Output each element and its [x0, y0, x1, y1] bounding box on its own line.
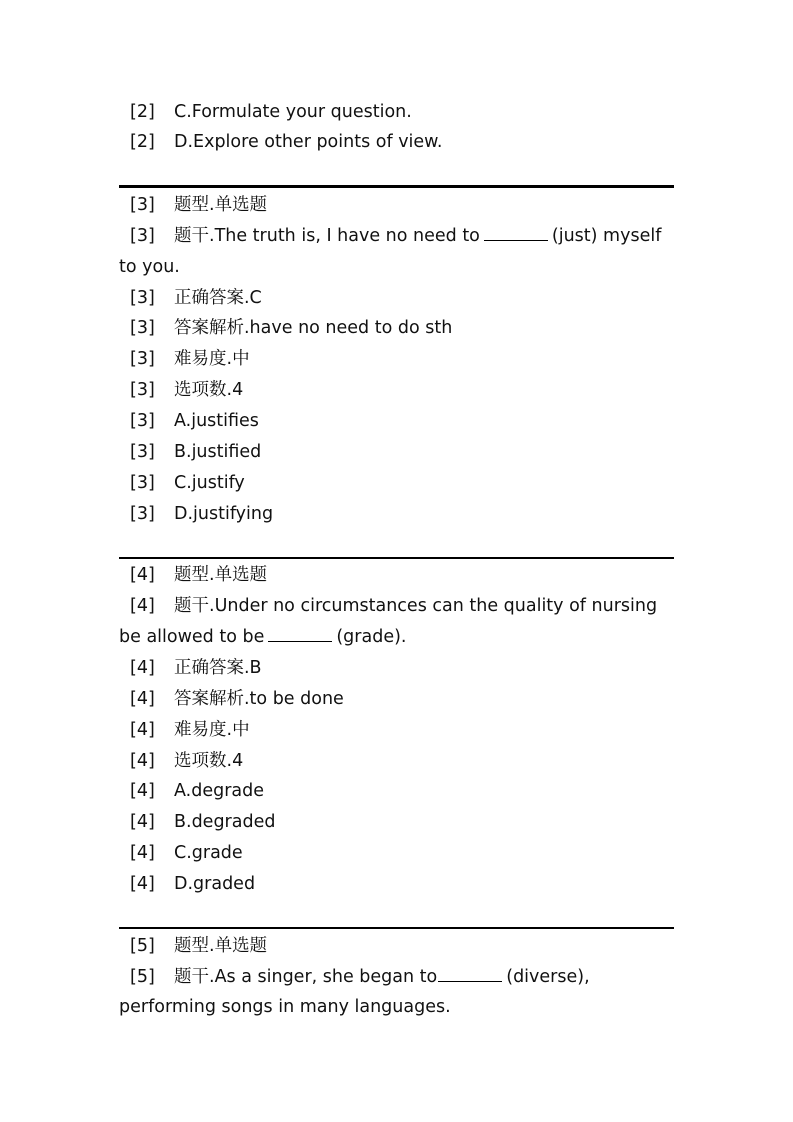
q2-option-d: D.Explore other points of view.	[174, 132, 443, 152]
q4-option-count: 选项数.4	[174, 751, 244, 771]
q4-option-c-line	[130, 842, 243, 864]
q4-index: [4]	[130, 565, 155, 585]
q4-option-count-line	[130, 750, 243, 772]
q3-stem-before: 题干.The truth is, I have no need to	[174, 226, 480, 246]
q3-option-b-line	[130, 441, 261, 463]
q3-index: [3]	[130, 288, 155, 308]
q4-index: [4]	[130, 689, 155, 709]
q5-stem-after: (diverse),	[506, 967, 590, 987]
q3-index: [3]	[130, 226, 155, 246]
q3-option-d: D.justifying	[174, 504, 274, 524]
q3-option-b: B.justified	[174, 442, 262, 462]
q5-type-line	[130, 935, 267, 957]
q4-answer: 正确答案.B	[174, 658, 262, 678]
q5-stem-line	[130, 966, 590, 988]
q4-option-b: B.degraded	[174, 812, 276, 832]
q4-difficulty: 难易度.中	[174, 720, 250, 740]
q3-index: [3]	[130, 380, 155, 400]
q3-option-count-line	[130, 379, 243, 401]
q4-analysis-line	[130, 688, 344, 710]
q4-option-b-line	[130, 811, 275, 833]
q5-stem-before: 题干.As a singer, she began to	[174, 967, 438, 987]
q2-option-c: C.Formulate your question.	[174, 102, 412, 122]
q4-difficulty-line	[130, 719, 250, 741]
q4-type-line	[130, 564, 267, 586]
q4-stem-continuation	[119, 626, 406, 648]
q4-stem-before: be allowed to be	[119, 627, 265, 647]
q3-answer-blank	[484, 225, 548, 241]
q3-index: [3]	[130, 411, 155, 431]
q3-option-c: C.justify	[174, 473, 245, 493]
q2-option-c-line	[130, 101, 412, 123]
q4-option-a: A.degrade	[174, 781, 265, 801]
q5-stem-continuation: performing songs in many languages.	[119, 997, 451, 1017]
q3-type-line	[130, 194, 267, 216]
q4-analysis: 答案解析.to be done	[174, 689, 344, 709]
q3-answer-line	[130, 287, 262, 309]
q3-option-a-line	[130, 410, 259, 432]
section-divider	[119, 557, 674, 559]
section-divider	[119, 185, 674, 188]
q2-index: [2]	[130, 102, 155, 122]
q4-index: [4]	[130, 658, 155, 678]
q3-index: [3]	[130, 473, 155, 493]
q4-option-d: D.graded	[174, 874, 256, 894]
q4-answer-line	[130, 657, 262, 679]
q5-index: [5]	[130, 967, 155, 987]
q3-answer: 正确答案.C	[174, 288, 262, 308]
q2-index: [2]	[130, 132, 155, 152]
q3-option-c-line	[130, 472, 245, 494]
q5-answer-blank	[438, 966, 502, 982]
q3-stem-continuation: to you.	[119, 257, 180, 277]
q5-type: 题型.单选题	[174, 936, 268, 956]
q3-index: [3]	[130, 504, 155, 524]
q3-stem-after: (just) myself	[551, 226, 662, 246]
q4-stem-line1: 题干.Under no circumstances can the quality of nursing	[174, 596, 658, 616]
q3-difficulty: 难易度.中	[174, 349, 250, 369]
q3-stem-line	[130, 225, 661, 247]
q4-index: [4]	[130, 720, 155, 740]
q4-index: [4]	[130, 596, 155, 616]
q3-difficulty-line	[130, 348, 250, 370]
q4-type: 题型.单选题	[174, 565, 268, 585]
q3-option-count: 选项数.4	[174, 380, 244, 400]
q4-index: [4]	[130, 781, 155, 801]
q4-option-a-line	[130, 780, 264, 802]
q3-index: [3]	[130, 195, 155, 215]
q4-index: [4]	[130, 874, 155, 894]
q4-stem-after: (grade).	[336, 627, 407, 647]
q3-analysis-line	[130, 317, 452, 339]
q5-index: [5]	[130, 936, 155, 956]
q3-index: [3]	[130, 349, 155, 369]
q3-index: [3]	[130, 318, 155, 338]
q3-option-d-line	[130, 503, 273, 525]
q4-option-c: C.grade	[174, 843, 243, 863]
q4-index: [4]	[130, 843, 155, 863]
q4-index: [4]	[130, 812, 155, 832]
q3-type: 题型.单选题	[174, 195, 268, 215]
q3-analysis: 答案解析.have no need to do sth	[174, 318, 453, 338]
q4-index: [4]	[130, 751, 155, 771]
q4-stem-line	[130, 595, 657, 617]
q4-option-d-line	[130, 873, 255, 895]
q3-index: [3]	[130, 442, 155, 462]
q2-option-d-line	[130, 131, 442, 153]
q3-option-a: A.justifies	[174, 411, 259, 431]
q4-answer-blank	[268, 626, 332, 642]
section-divider	[119, 927, 674, 929]
